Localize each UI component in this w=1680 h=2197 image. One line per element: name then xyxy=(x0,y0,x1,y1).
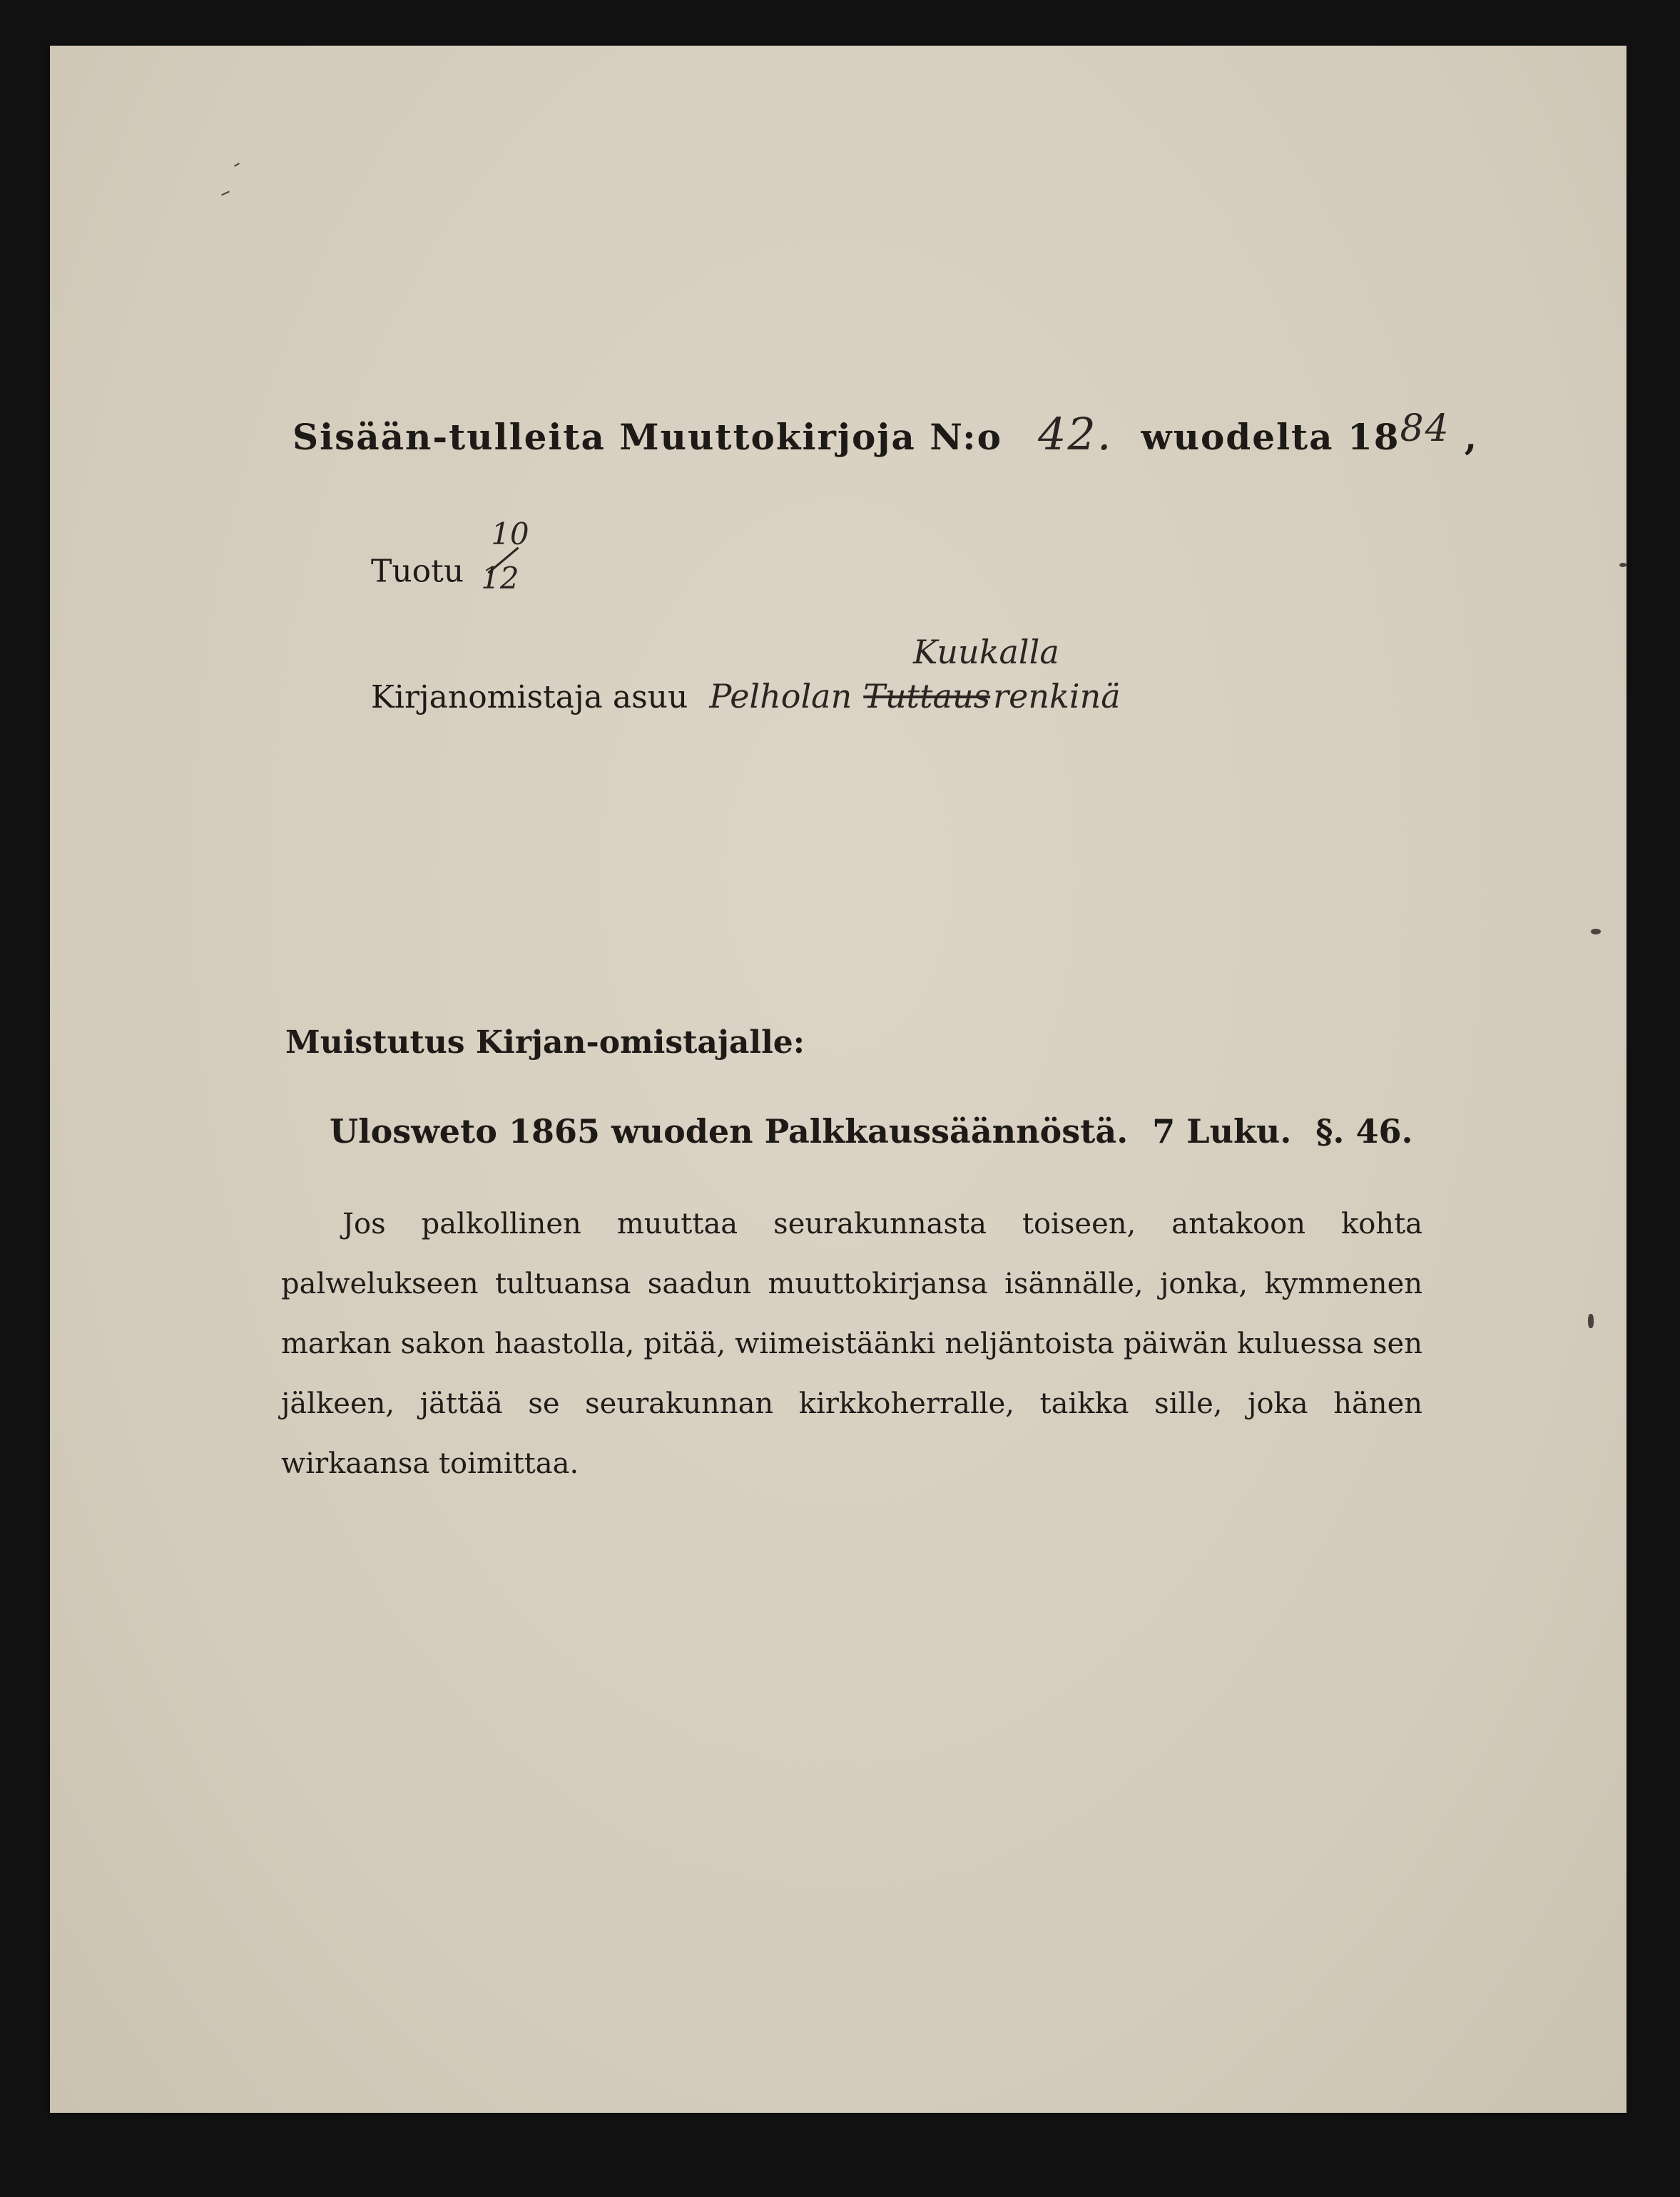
law-body-content: Jos palkollinen muuttaa seurakunnasta toiseen, antakoon kohta palwelukseen tultuansa saadun muuttokirjansa isännälle, jonka, kymmenen markan sakon haastolla, pitää, wiimeistäänki neljäntoista päiwän kuluessa sen jälkeen, jättää se seurakunnan kirkkoherralle, taikka sille, joka hänen wirkaansa toimittaa. xyxy=(281,1208,1422,1480)
owner-label: Kirjanomistaja asuu xyxy=(371,679,688,715)
tuotu-line xyxy=(371,516,531,602)
law-body-text xyxy=(281,1194,1422,1494)
document-page xyxy=(50,46,1626,2113)
paper-speck xyxy=(1591,929,1601,934)
owner-role: renkinä xyxy=(993,677,1121,715)
owner-struck-word: Tuttaus xyxy=(863,677,991,715)
document-heading xyxy=(292,408,1478,460)
owner-line xyxy=(371,633,1121,715)
reminder-heading: Muistutus Kirjan-omistajalle: xyxy=(285,1024,805,1061)
paper-speck xyxy=(221,191,230,196)
paper-speck xyxy=(1588,1314,1594,1328)
tuotu-day: 10 xyxy=(491,516,529,551)
heading-trailing: , xyxy=(1464,416,1479,458)
owner-inserted-word: Kuukalla xyxy=(913,633,1059,671)
law-title: Ulosweto 1865 wuoden Palkkaussäännöstä. xyxy=(330,1112,1129,1151)
law-section: §. 46. xyxy=(1315,1112,1413,1151)
paper-speck xyxy=(234,163,240,167)
heading-year-label: wuodelta 18 xyxy=(1141,416,1400,458)
law-chapter: 7 Luku. xyxy=(1152,1112,1292,1151)
law-reference xyxy=(330,1112,1412,1151)
owner-place: Pelholan xyxy=(709,677,852,715)
heading-prefix: Sisään-tulleita Muuttokirjoja N:o xyxy=(292,416,1002,458)
handwritten-number: 42. xyxy=(1037,408,1113,460)
handwritten-year: 84 xyxy=(1400,407,1450,450)
tuotu-label: Tuotu xyxy=(371,553,464,590)
tuotu-month: 12 xyxy=(481,561,519,596)
tuotu-date xyxy=(481,516,531,602)
paper-speck xyxy=(1619,563,1626,567)
